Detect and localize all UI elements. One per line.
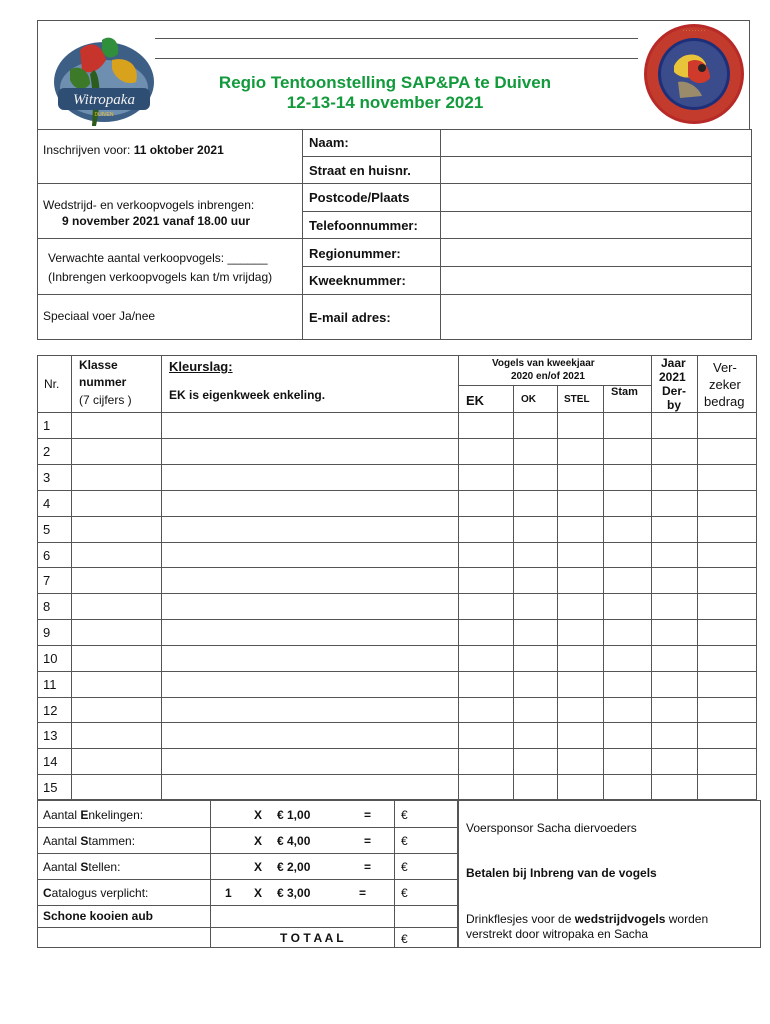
cost-equals: = <box>359 886 367 900</box>
drinkflesjes-line1 <box>466 912 708 926</box>
cost-label-initial: S <box>80 834 89 848</box>
row-number: 3 <box>43 470 51 485</box>
row-number: 9 <box>43 625 51 640</box>
cost-price: € 4,00 <box>277 834 311 848</box>
inschrijven-text <box>43 143 224 157</box>
cost-euro: € <box>401 886 408 900</box>
row-number: 14 <box>43 754 58 769</box>
cost-times: X <box>254 886 263 900</box>
cost-times: X <box>254 860 263 874</box>
field-label-regionummer: Regionummer: <box>309 246 401 261</box>
cost-row-line <box>37 905 458 906</box>
row-number: 6 <box>43 548 51 563</box>
cost-label-initial: E <box>80 808 89 822</box>
drink-text: worden <box>665 912 709 926</box>
cost-price: € 3,00 <box>277 886 311 900</box>
info-left-row-line <box>37 183 302 184</box>
drink-text-bold: wedstrijdvogels <box>574 912 666 926</box>
cost-label-part: atalogus verplicht: <box>51 886 149 900</box>
row-number: 12 <box>43 703 58 718</box>
cost-label-part: nkelingen: <box>88 808 144 822</box>
cost-qty-inputs[interactable] <box>211 801 251 904</box>
cost-label-part: tellen: <box>88 860 121 874</box>
col-verzeker-header-2: zeker <box>709 377 741 392</box>
col-jaar-header-1: Jaar <box>661 356 686 370</box>
row-number: 7 <box>43 573 51 588</box>
col-ek-note: EK is eigenkweek enkeling. <box>169 388 326 402</box>
drink-text: Drinkflesjes voor de <box>466 912 575 926</box>
cost-times: X <box>254 808 263 822</box>
totaal-euro: € <box>401 932 408 946</box>
sponsor-note: Voersponsor Sacha diervoeders <box>466 821 637 835</box>
drinkflesjes-line2: verstrekt door witropaka en Sacha <box>466 927 649 941</box>
header-rule-top <box>155 38 638 39</box>
col-jaar-header-3: Der- <box>662 384 687 398</box>
naam-input[interactable] <box>442 130 750 155</box>
wedstrijd-line1: Wedstrijd- en verkoopvogels inbrengen: <box>43 198 255 212</box>
row-number: 15 <box>43 780 58 795</box>
title-line2: 12-13-14 november 2021 <box>286 93 484 112</box>
field-label-naam: Naam: <box>309 135 349 150</box>
cost-qty: 1 <box>225 886 232 900</box>
col-klasse-header-3: (7 cijfers ) <box>79 393 132 407</box>
row-number: 5 <box>43 522 51 537</box>
straat-input[interactable] <box>442 157 750 182</box>
cost-row-line <box>37 927 458 928</box>
cost-equals: = <box>364 860 372 874</box>
betalen-note: Betalen bij Inbreng van de vogels <box>466 866 657 880</box>
col-nr-header: Nr. <box>44 377 60 391</box>
col-vogels-header-2: 2020 en/of 2021 <box>511 371 585 382</box>
header-rule-bottom <box>155 58 638 59</box>
col-ek-header: EK <box>466 393 485 408</box>
cost-label-enkelingen <box>43 808 143 822</box>
cost-euro: € <box>401 808 408 822</box>
row-number: 1 <box>43 418 51 433</box>
field-label-postcode: Postcode/Plaats <box>309 190 410 205</box>
email-input[interactable] <box>442 295 750 339</box>
cost-label-stellen <box>43 860 120 874</box>
inschrijven-label: Inschrijven voor: <box>43 143 134 157</box>
cost-label-stammen <box>43 834 135 848</box>
cost-label-initial: S <box>80 860 89 874</box>
col-jaar-header-2: 2021 <box>659 370 686 384</box>
info-divider-2 <box>440 129 441 340</box>
logo-left-subtext: DUIVEN <box>94 112 114 118</box>
field-label-kweeknummer: Kweeknummer: <box>309 273 406 288</box>
entry-cells-area[interactable] <box>72 413 756 799</box>
postcode-input[interactable] <box>442 184 750 210</box>
logo-left-text: Witropaka <box>73 92 135 108</box>
cost-label-part: Aantal <box>43 834 81 848</box>
col-klasse-header-1: Klasse <box>79 358 118 372</box>
row-number: 11 <box>43 677 57 692</box>
col-verzeker-header-1: Ver- <box>713 360 737 375</box>
row-number: 4 <box>43 496 51 511</box>
row-number: 8 <box>43 599 51 614</box>
inschrijven-date: 11 oktober 2021 <box>133 143 224 157</box>
row-number: 2 <box>43 444 51 459</box>
cost-amount-inputs[interactable] <box>410 801 456 947</box>
col-ok-header: OK <box>521 394 536 405</box>
regionummer-input[interactable] <box>442 239 750 265</box>
field-label-email: E-mail adres: <box>309 310 391 325</box>
col-stam-header: Stam <box>611 386 638 398</box>
kweeknummer-input[interactable] <box>442 267 750 293</box>
col-klasse-header-2: nummer <box>79 375 127 389</box>
cost-equals: = <box>364 808 372 822</box>
field-label-telefoon: Telefoonnummer: <box>309 218 418 233</box>
info-left-row-line <box>37 294 302 295</box>
info-left-row-line <box>37 238 302 239</box>
title-line1: Regio Tentoonstelling SAP&PA te Duiven <box>218 73 552 92</box>
row-number: 13 <box>43 728 58 743</box>
cost-col-line <box>394 800 395 948</box>
col-vogels-header-1: Vogels van kweekjaar <box>492 358 595 369</box>
logo-right-text: · · · · · · · · <box>682 28 706 34</box>
cost-euro: € <box>401 834 408 848</box>
cost-label-initial: C <box>43 886 52 900</box>
cost-price: € 1,00 <box>277 808 311 822</box>
verwachte-line1: Verwachte aantal verkoopvogels: ______ <box>48 251 268 265</box>
wedstrijd-line2: 9 november 2021 vanaf 18.00 uur <box>62 214 251 228</box>
totaal-label: T O T A A L <box>280 931 344 945</box>
cost-euro: € <box>401 860 408 874</box>
info-divider-1 <box>302 129 303 340</box>
schone-kooien: Schone kooien aub <box>43 909 154 923</box>
cost-times: X <box>254 834 263 848</box>
cost-label-part: tammen: <box>88 834 136 848</box>
cost-label-part: Aantal <box>43 860 81 874</box>
col-kleurslag-header: Kleurslag: <box>169 359 233 374</box>
field-label-straat: Straat en huisnr. <box>309 163 411 178</box>
verwachte-line2: (Inbrengen verkoopvogels kan t/m vrijdag) <box>48 270 273 284</box>
cost-label-catalogus <box>43 886 148 900</box>
telefoon-input[interactable] <box>442 212 750 237</box>
col-jaar-header-4: by <box>667 398 682 412</box>
col-verzeker-header-3: bedrag <box>704 394 745 409</box>
cost-label-part: Aantal <box>43 808 81 822</box>
cost-equals: = <box>364 834 372 848</box>
col-stel-header: STEL <box>564 394 590 405</box>
row-number: 10 <box>43 651 58 666</box>
speciaal-voer: Speciaal voer Ja/nee <box>43 309 156 323</box>
cost-price: € 2,00 <box>277 860 311 874</box>
